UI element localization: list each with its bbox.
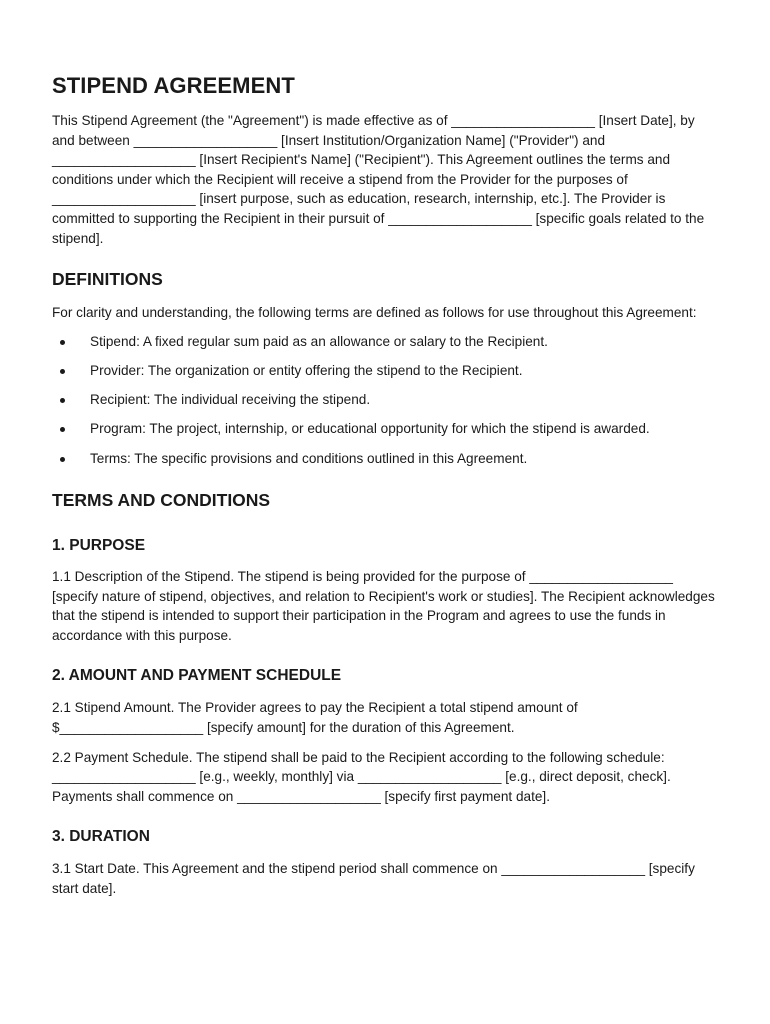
duration-heading: 3. DURATION [52,828,150,846]
bullet-icon [60,398,65,403]
amount-heading: 2. AMOUNT AND PAYMENT SCHEDULE [52,667,342,685]
bullet-icon [60,340,65,345]
terms-heading: TERMS AND CONDITIONS [52,490,271,511]
list-item [52,390,718,410]
list-item [52,449,718,469]
definition-text: Provider: The organization or entity offering the stipend to the Recipient. [90,362,523,378]
definitions-heading: DEFINITIONS [52,269,163,290]
purpose-paragraph: 1.1 Description of the Stipend. The stipend is being provided for the purpose of ___________________ [specify nature of stipend, objectives, and relation to Recipient's work or studies]. The Recipient acknowledges that the stipend is intended to support their participation in the Program and agrees to use the funds in accordance with this purpose. [52,569,715,643]
list-item [52,332,718,352]
purpose-heading: 1. PURPOSE [52,537,146,555]
definition-text: Terms: The specific provisions and conditions outlined in this Agreement. [90,450,528,466]
intro-paragraph: This Stipend Agreement (the "Agreement") is made effective as of ___________________ [Insert Date], by and between ___________________ [Insert Institution/Organization Name] ("Provider") and ___________________ [Insert Recipient's Name] ("Recipient"). This Agreement outlines the terms and conditions under which the Recipient will receive a stipend from the Provider for the purposes of ___________________ [insert purpose, such as education, research, internship, etc.]. The Provider is committed to supporting the Recipient in their pursuit of ___________________ [specific goals related to the stipend]. [52,113,705,246]
definition-text: Program: The project, internship, or educational opportunity for which the stipend is awarded. [90,421,650,437]
bullet-icon [60,369,65,374]
list-item [52,419,718,439]
definition-text: Stipend: A fixed regular sum paid as an allowance or salary to the Recipient. [90,333,548,349]
definitions-intro: For clarity and understanding, the following terms are defined as follows for use throughout this Agreement: [52,305,697,321]
document-title: STIPEND AGREEMENT [52,73,295,98]
definitions-list [52,332,718,468]
list-item [52,361,718,381]
start-date-paragraph: 3.1 Start Date. This Agreement and the stipend period shall commence on ___________________ [specify start date]. [52,861,695,897]
bullet-icon [60,457,65,462]
bullet-icon [60,427,65,432]
definition-text: Recipient: The individual receiving the stipend. [90,392,371,408]
stipend-amount-paragraph: 2.1 Stipend Amount. The Provider agrees to pay the Recipient a total stipend amount of $___________________ [specify amount] for the duration of this Agreement. [52,700,578,736]
payment-schedule-paragraph: 2.2 Payment Schedule. The stipend shall be paid to the Recipient according to the following schedule: ___________________ [e.g., weekly, monthly] via ___________________ [e.g., direct deposit, check]. Payments shall commence on ___________________ [specify first payment date]. [52,749,671,804]
